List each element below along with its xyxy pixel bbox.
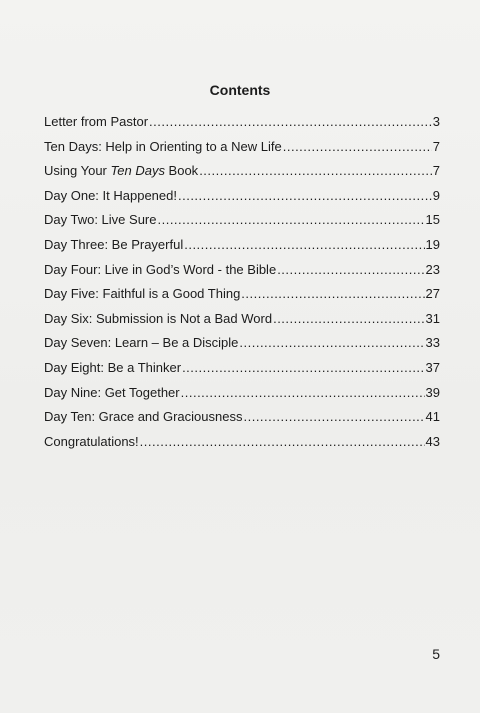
toc-entry-label: Day Five: Faithful is a Good Thing bbox=[44, 286, 241, 302]
toc-entry-label: Congratulations! bbox=[44, 433, 139, 449]
toc-entry[interactable] bbox=[44, 237, 440, 262]
table-of-contents bbox=[44, 114, 440, 458]
toc-entry-page: 7 bbox=[432, 138, 440, 154]
contents-title: Contents bbox=[209, 82, 271, 98]
toc-entry-label: Day Four: Live in God’s Word - the Bible bbox=[44, 261, 277, 277]
dot-leader bbox=[243, 409, 424, 424]
toc-entry[interactable] bbox=[44, 385, 440, 410]
toc-entry-label: Day Eight: Be a Thinker bbox=[44, 359, 182, 375]
dot-leader bbox=[149, 114, 432, 129]
toc-entry-label: Day Three: Be Prayerful bbox=[44, 236, 184, 252]
dot-leader bbox=[178, 188, 432, 203]
toc-entry[interactable] bbox=[44, 212, 440, 237]
toc-entry-page: 9 bbox=[432, 187, 440, 203]
toc-entry[interactable] bbox=[44, 311, 440, 336]
toc-entry-label: Day One: It Happened! bbox=[44, 187, 177, 203]
toc-entry[interactable] bbox=[44, 335, 440, 360]
dot-leader bbox=[241, 286, 424, 301]
dot-leader bbox=[277, 262, 424, 277]
toc-entry-page: 43 bbox=[425, 433, 440, 449]
dot-leader bbox=[199, 163, 432, 178]
toc-entry[interactable] bbox=[44, 360, 440, 385]
toc-entry-page: 3 bbox=[432, 114, 440, 129]
page-number: 5 bbox=[432, 646, 440, 662]
dot-leader bbox=[184, 237, 424, 252]
toc-entry-label: Day Ten: Grace and Graciousness bbox=[44, 409, 243, 425]
dot-leader bbox=[181, 385, 425, 400]
toc-entry-page: 23 bbox=[425, 261, 440, 277]
toc-entry-label: Letter from Pastor bbox=[44, 114, 149, 129]
ghost-heading bbox=[44, 62, 440, 80]
toc-entry-page: 19 bbox=[425, 236, 440, 252]
toc-entry[interactable] bbox=[44, 139, 440, 164]
dot-leader bbox=[239, 335, 424, 350]
toc-entry-label: Using Your Ten Days Book bbox=[44, 163, 199, 179]
toc-entry-label: Day Nine: Get Together bbox=[44, 384, 180, 400]
toc-entry-page: 31 bbox=[425, 310, 440, 326]
toc-entry[interactable] bbox=[44, 286, 440, 311]
toc-entry[interactable] bbox=[44, 188, 440, 213]
toc-entry-label: Ten Days: Help in Orienting to a New Life bbox=[44, 138, 282, 154]
toc-entry[interactable] bbox=[44, 163, 440, 188]
dot-leader bbox=[140, 434, 425, 449]
toc-entry-page: 7 bbox=[432, 163, 440, 179]
toc-entry-page: 15 bbox=[425, 212, 440, 228]
toc-entry-page: 37 bbox=[425, 359, 440, 375]
dot-leader bbox=[283, 139, 432, 154]
toc-entry-label: Day Two: Live Sure bbox=[44, 212, 157, 228]
toc-entry-label: Day Six: Submission is Not a Bad Word bbox=[44, 310, 273, 326]
toc-entry[interactable] bbox=[44, 114, 440, 139]
toc-entry[interactable] bbox=[44, 262, 440, 287]
toc-entry-page: 33 bbox=[425, 335, 440, 351]
dot-leader bbox=[273, 311, 424, 326]
toc-entry-label: Day Seven: Learn – Be a Disciple bbox=[44, 335, 239, 351]
dot-leader bbox=[157, 212, 424, 227]
toc-entry-page: 41 bbox=[425, 409, 440, 425]
toc-entry-page: 39 bbox=[425, 384, 440, 400]
toc-entry[interactable] bbox=[44, 434, 440, 459]
dot-leader bbox=[182, 360, 424, 375]
toc-entry-page: 27 bbox=[425, 286, 440, 302]
toc-entry[interactable] bbox=[44, 409, 440, 434]
